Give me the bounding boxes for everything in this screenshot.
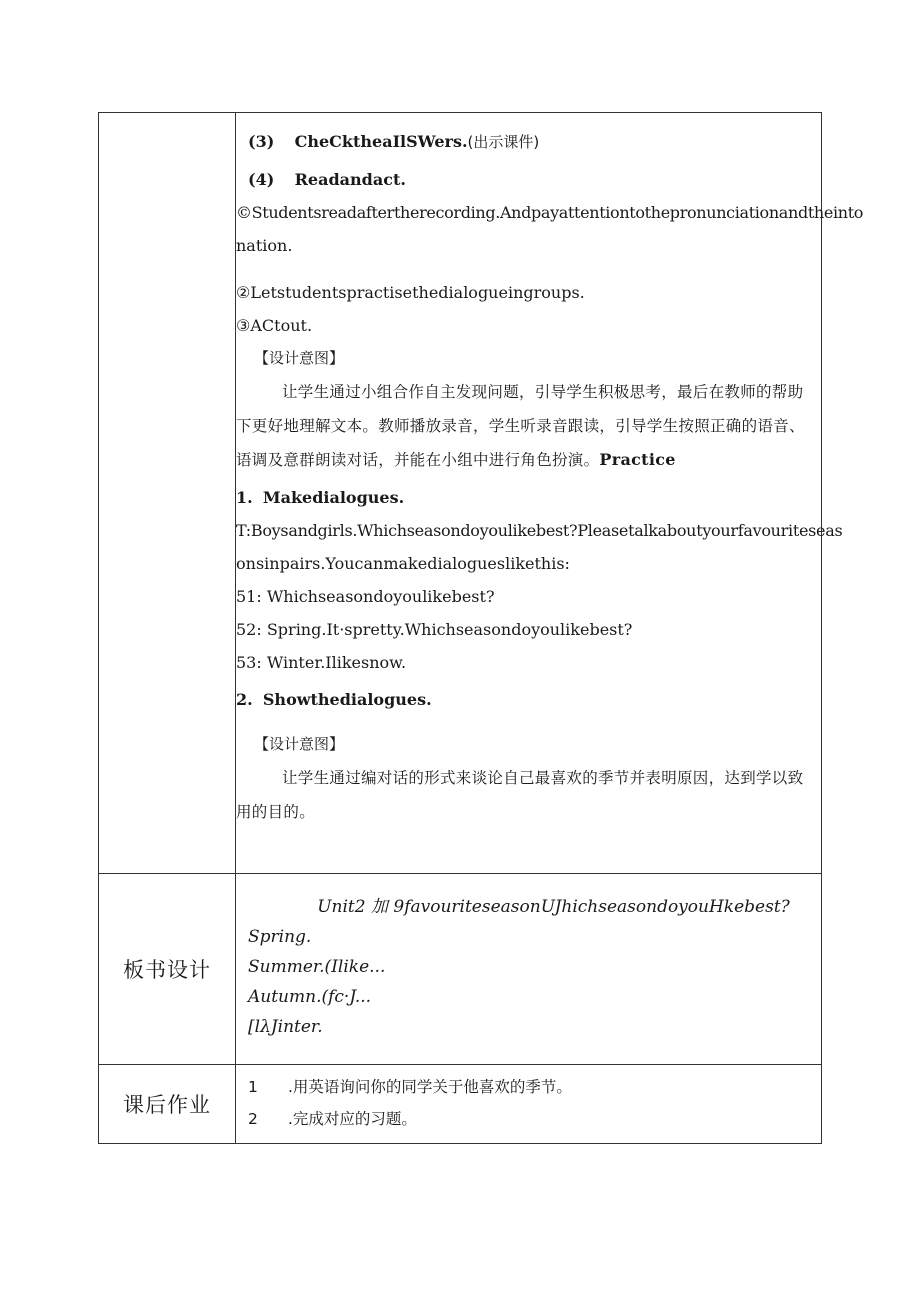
practice-item-2-number: 2. [236, 690, 253, 709]
homework-label: 课后作业 [99, 1065, 236, 1144]
board-design-row [99, 874, 822, 1065]
sample-dialogue-1: 51: Whichseasondoyoulikebest? [236, 587, 495, 606]
design-intent-1-label: 【设计意图】 [254, 349, 345, 367]
procedure-content-cell [236, 113, 864, 874]
board-row-spring: Spring. [248, 927, 312, 947]
sample-dialogue-3: 53: Winter.Ilikesnow. [236, 653, 407, 672]
homework-cell [236, 1065, 822, 1144]
board-row-winter: [lλJinter. [248, 1017, 323, 1037]
step-3-number: (3) [248, 132, 275, 151]
sub-step-3: ③ACtout. [236, 316, 313, 335]
practice-item-2 [236, 683, 821, 716]
procedure-row [99, 113, 822, 874]
practice-item-1 [236, 481, 821, 514]
design-intent-2-label: 【设计意图】 [254, 735, 345, 753]
practice-item-1-text: Makedialogues. [262, 488, 405, 507]
spacer [236, 262, 821, 276]
teacher-line-1: T:Boysandgirls.Whichseasondoyoulikebest?Pleasetalkaboutyourfavouriteseas [236, 521, 843, 540]
board-design-label: 板书设计 [99, 874, 236, 1065]
practice-heading: Practice [599, 450, 676, 469]
sub-step-1-line-2: nation. [236, 236, 293, 255]
teacher-line-2: onsinpairs.Youcanmakedialogueslikethis: [236, 554, 570, 573]
sample-dialogue-2: 52: Spring.It·spretty.Whichseasondoyoulikebest? [236, 620, 633, 639]
step-4-number: (4) [248, 170, 275, 189]
design-intent-1-text [236, 375, 821, 477]
homework-item-2-text: .完成对应的习题。 [288, 1110, 417, 1128]
lesson-plan-table [98, 112, 864, 1144]
homework-item-1 [248, 1071, 821, 1103]
procedure-label-cell [99, 113, 236, 874]
homework-item-2 [248, 1103, 821, 1135]
step-4 [236, 163, 821, 196]
step-3-note: (出示课件) [467, 133, 540, 151]
spacer [236, 716, 821, 728]
sub-step-1-line-1: ©Studentsreadaftertherecording.Andpayattentiontothepronunciationandtheinto [236, 203, 864, 222]
board-title: Unit2 加 9favouriteseasonUJhichseasondoyouHkebest? [317, 897, 790, 917]
design-intent-1-body: 让学生通过小组合作自主发现问题，引导学生积极思考，最后在教师的帮助下更好地理解文本。教师播放录音，学生听录音跟读，引导学生按照正确的语音、语调及意群朗读对话，并能在小组中进行角色扮演。 [236, 383, 805, 469]
sub-step-2: ②Letstudentspractisethedialogueingroups. [236, 283, 585, 302]
practice-item-1-number: 1. [236, 488, 253, 507]
homework-item-1-number: 1 [248, 1078, 258, 1096]
board-design-cell [236, 874, 822, 1065]
design-intent-2-text: 让学生通过编对话的形式来谈论自己最喜欢的季节并表明原因，达到学以致用的目的。 [236, 769, 804, 821]
homework-item-2-number: 2 [248, 1110, 258, 1128]
homework-item-1-text: .用英语询问你的同学关于他喜欢的季节。 [288, 1078, 572, 1096]
board-row-autumn: Autumn.(fc·J... [248, 987, 372, 1007]
step-4-text: Readandact. [294, 170, 406, 189]
homework-row [99, 1065, 822, 1144]
board-row-summer: Summer.(Ilike... [248, 957, 386, 977]
step-3-text: CheCktheaIlSWers. [294, 132, 468, 151]
step-3 [236, 125, 821, 159]
practice-item-2-text: Showthedialogues. [262, 690, 432, 709]
